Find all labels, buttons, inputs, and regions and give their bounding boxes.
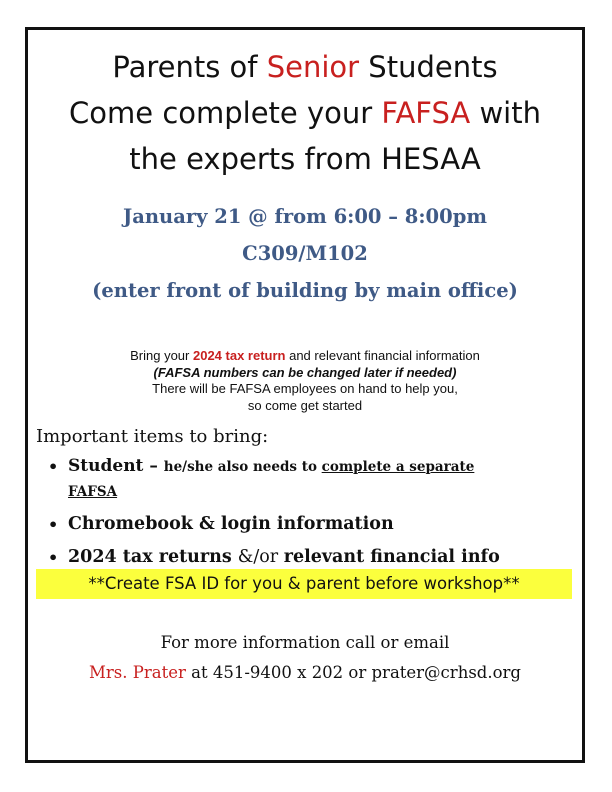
- title-line-1: Parents of Senior Students: [112, 50, 498, 84]
- contact-line-2: [28, 658, 582, 688]
- bullet-icon: •: [48, 548, 59, 567]
- items-list: [48, 454, 500, 577]
- note-line-4: so come get started: [247, 397, 363, 413]
- contact-line-1: For more information call or email: [160, 633, 450, 652]
- list-item-chromebook: • Chromebook & login information: [48, 511, 500, 537]
- tax-return-highlight: 2024 tax return: [192, 348, 286, 363]
- contact-info: [28, 628, 582, 688]
- event-rooms: C309/M102: [242, 242, 368, 265]
- note-line-2: (FAFSA numbers can be changed later if needed): [153, 364, 457, 380]
- flyer-title: [28, 44, 582, 182]
- flyer-frame: [25, 27, 585, 763]
- senior-highlight: Senior: [266, 50, 360, 84]
- event-entrance: (enter front of building by main office): [92, 279, 518, 302]
- title-line-2: Come complete your FAFSA with: [69, 96, 541, 130]
- fafsa-highlight: FAFSA: [381, 96, 471, 130]
- list-item-student: • Student – he/she also needs to complete a separate FAFSA: [48, 456, 475, 500]
- bullet-icon: •: [48, 515, 59, 534]
- contact-details: at 451-9400 x 202 or prater@crhsd.org: [185, 663, 521, 682]
- contact-name: Mrs. Prater: [89, 663, 186, 682]
- fsa-id-reminder: **Create FSA ID for you & parent before workshop**: [36, 569, 572, 599]
- list-item-tax-returns: • 2024 tax returns &/or relevant financial info: [48, 544, 500, 570]
- event-date: January 21 @ from 6:00 – 8:00pm: [123, 205, 487, 228]
- note-line-3: There will be FAFSA employees on hand to help you,: [152, 381, 458, 396]
- event-details: [28, 198, 582, 309]
- items-heading: Important items to bring:: [36, 426, 269, 447]
- info-note: [28, 348, 582, 414]
- note-line-1: Bring your 2024 tax return and relevant financial information: [130, 348, 480, 363]
- bullet-icon: •: [48, 457, 59, 476]
- title-line-3: the experts from HESAA: [129, 142, 481, 176]
